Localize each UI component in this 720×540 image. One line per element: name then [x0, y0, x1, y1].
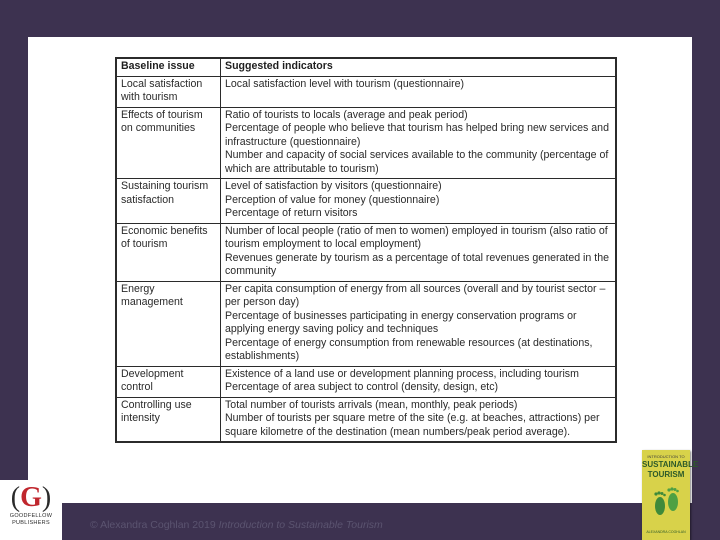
book-cover-title-line2: TOURISM — [647, 470, 685, 479]
indicator-item: Number and capacity of social services available to the community (percentage of which are attributable to tourism) — [225, 149, 609, 175]
table-row — [117, 223, 616, 281]
copyright-credit — [90, 519, 383, 531]
indicator-item: Percentage of return visitors — [225, 207, 358, 219]
header-suggested-indicators: Suggested indicators — [221, 59, 616, 77]
baseline-issue-cell: Local satisfaction with tourism — [117, 76, 221, 107]
book-cover-title-line1: SUSTAINABLE — [642, 460, 699, 469]
indicator-item: Existence of a land use or development planning process, including tourism — [225, 367, 579, 380]
baseline-issue-cell: Effects of tourism on communities — [117, 107, 221, 179]
indicators-table — [115, 57, 617, 443]
indicator-item: Percentage of area subject to control (density, design, etc) — [225, 381, 499, 393]
indicators-cell — [221, 366, 616, 397]
indicator-item: Total number of tourists arrivals (mean, monthly, peak periods) — [225, 398, 518, 411]
baseline-issue-cell: Economic benefits of tourism — [117, 223, 221, 281]
publisher-name-line1: GOODFELLOW — [9, 513, 53, 519]
table-row — [117, 281, 616, 366]
publisher-logo-mark: (G) — [10, 482, 52, 513]
footprints-icon — [650, 480, 682, 520]
logo-letter: G — [20, 482, 42, 513]
indicators-cell — [221, 397, 616, 442]
book-cover-author: ALEXANDRA COGHLAN — [646, 530, 686, 534]
table-row — [117, 107, 616, 179]
table-header-row — [117, 59, 616, 77]
baseline-issue-cell: Development control — [117, 366, 221, 397]
indicator-item: Number of tourists per square metre of the site (e.g. at beaches, attractions) per square kilometre of the destination (mean numbers/peak period average). — [225, 412, 600, 438]
indicator-item: Level of satisfaction by visitors (questionnaire) — [225, 180, 442, 192]
indicators-cell — [221, 107, 616, 179]
indicator-item: Percentage of people who believe that tourism has helped bring new services and infrastructure (questionnaire) — [225, 122, 609, 148]
baseline-issue-cell: Sustaining tourism satisfaction — [117, 179, 221, 224]
indicators-cell — [221, 223, 616, 281]
indicator-item: Percentage of businesses participating in energy conservation programs or applying energy saving policy and techniques — [225, 309, 577, 335]
indicators-cell — [221, 76, 616, 107]
indicator-item: Number of local people (ratio of men to women) employed in tourism (also ratio of tourism employment to local employment) — [225, 224, 608, 250]
baseline-issue-cell: Energy management — [117, 281, 221, 366]
header-baseline-issue: Baseline issue — [117, 59, 221, 77]
book-cover-top-text: INTRODUCTION TO — [647, 454, 685, 459]
indicator-item: Percentage of energy consumption from renewable resources (at destinations, establishments) — [225, 336, 593, 362]
indicators-table-grid — [116, 58, 616, 442]
credit-prefix: © Alexandra Coghlan 2019 — [90, 519, 219, 531]
book-cover-thumbnail — [642, 450, 699, 540]
indicator-item: Revenues generate by tourism as a percentage of total revenues generated in the community — [225, 251, 609, 277]
indicator-item: Local satisfaction level with tourism (questionnaire) — [225, 77, 465, 90]
indicator-item: Perception of value for money (questionnaire) — [225, 193, 440, 206]
publisher-logo — [0, 480, 62, 540]
publisher-name-line2: PUBLISHERS — [12, 520, 50, 526]
indicators-cell — [221, 281, 616, 366]
credit-book-title: Introduction to Sustainable Tourism — [218, 519, 383, 531]
indicator-item: Ratio of tourists to locals (average and peak period) — [225, 108, 468, 121]
indicators-cell — [221, 179, 616, 224]
baseline-issue-cell: Controlling use intensity — [117, 397, 221, 442]
table-row — [117, 366, 616, 397]
table-row — [117, 179, 616, 224]
table-row — [117, 397, 616, 442]
table-row — [117, 76, 616, 107]
indicator-item: Per capita consumption of energy from all sources (overall and by tourist sector – per person day) — [225, 282, 606, 308]
